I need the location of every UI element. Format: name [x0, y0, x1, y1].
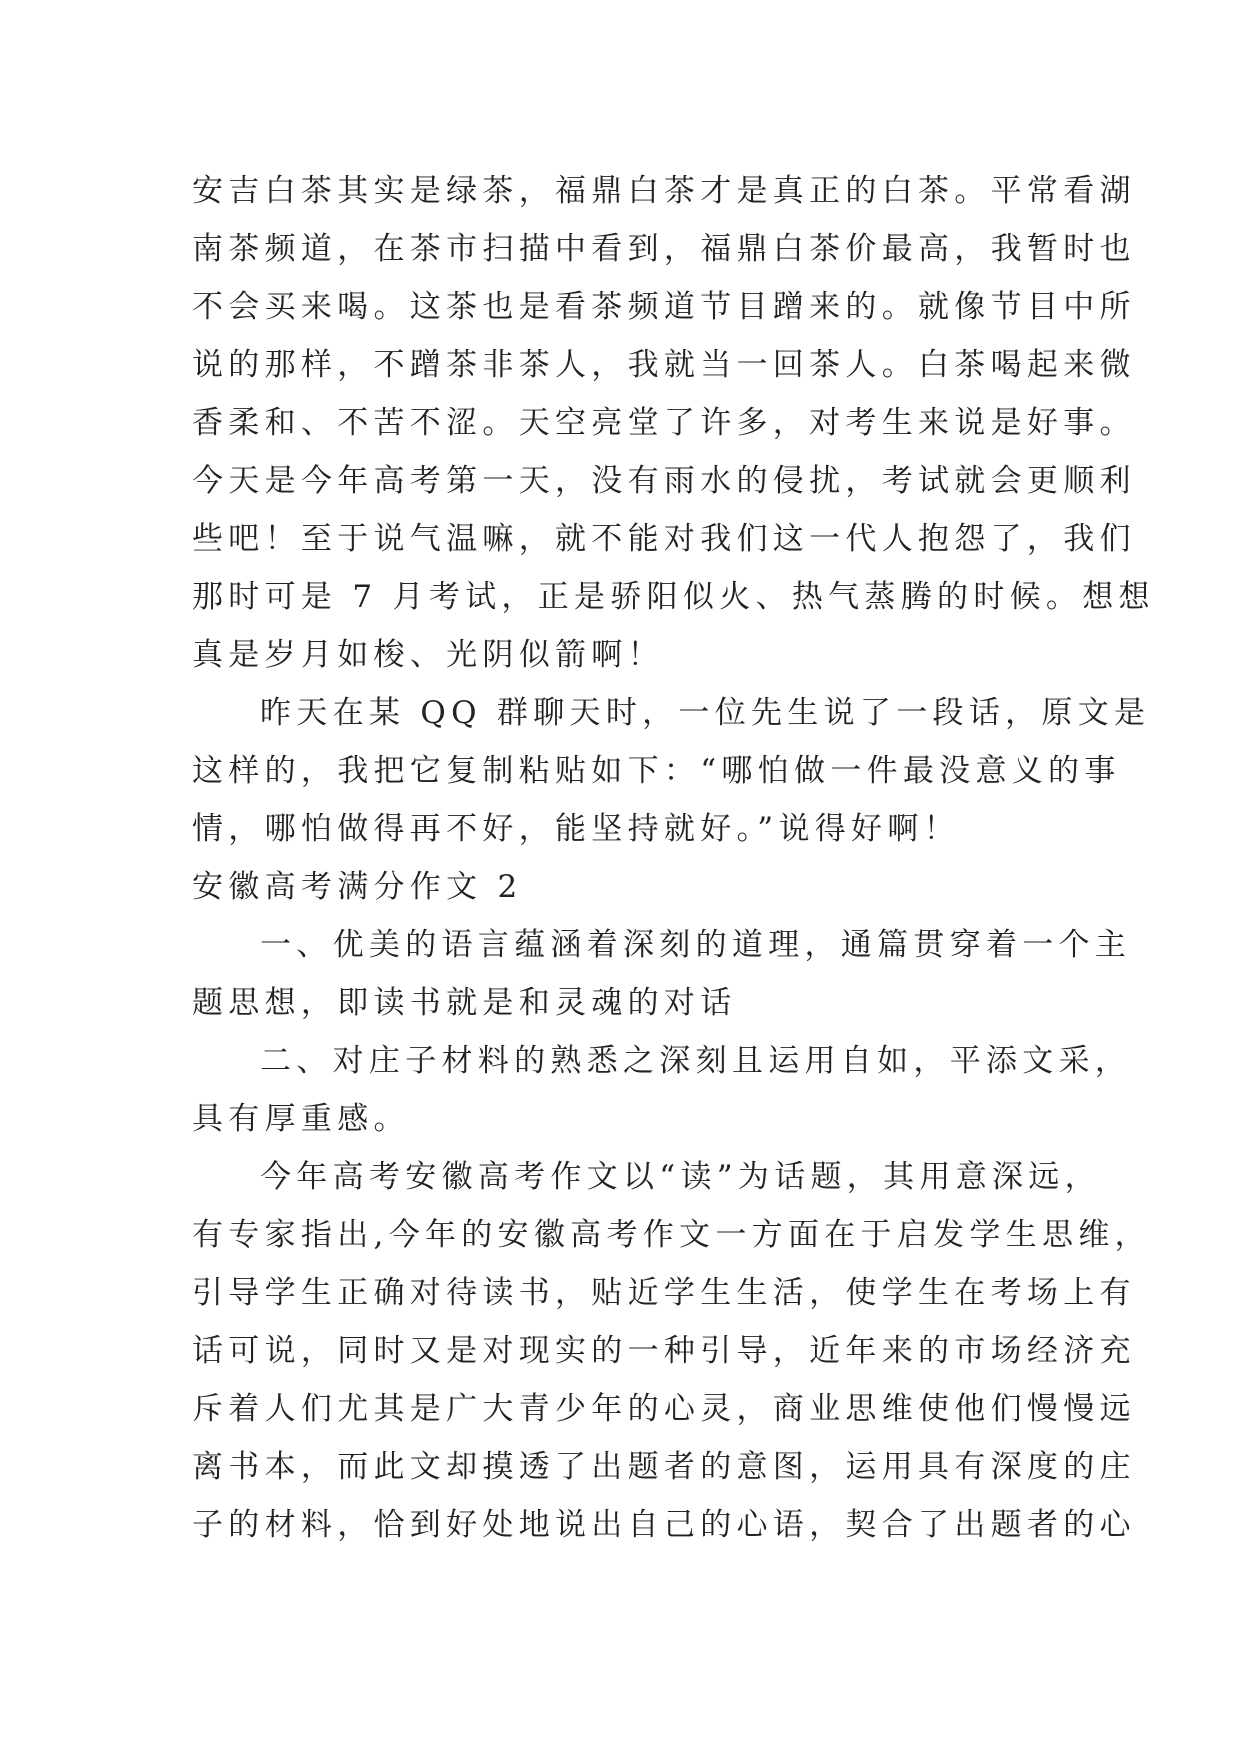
text-line: 斥着人们尤其是广大青少年的心灵，商业思维使他们慢慢远 — [192, 1391, 1136, 1427]
paragraph-start-line: 昨天在某 QQ 群聊天时，一位先生说了一段话，原文是 — [260, 695, 1151, 731]
text-line: 题思想，即读书就是和灵魂的对话 — [192, 985, 737, 1021]
text-line: 南茶频道，在茶市扫描中看到，福鼎白茶价最高，我暂时也 — [192, 231, 1136, 267]
text-line: 子的材料，恰到好处地说出自己的心语，契合了出题者的心 — [192, 1507, 1136, 1543]
text-line: 话可说，同时又是对现实的一种引导，近年来的市场经济充 — [192, 1333, 1136, 1369]
text-line: 情，哪怕做得再不好，能坚持就好。”说得好啊！ — [192, 811, 960, 847]
text-line: 香柔和、不苦不涩。天空亮堂了许多，对考生来说是好事。 — [192, 405, 1136, 441]
text-line: 那时可是 7 月考试，正是骄阳似火、热气蒸腾的时候。想想 — [192, 579, 1155, 615]
text-line: 今天是今年高考第一天，没有雨水的侵扰，考试就会更顺利 — [192, 463, 1136, 499]
text-line: 安吉白茶其实是绿茶，福鼎白茶才是真正的白茶。平常看湖 — [192, 173, 1136, 209]
text-line: 具有厚重感。 — [192, 1101, 410, 1137]
text-line: 这样的，我把它复制粘贴如下：“哪怕做一件最没意义的事 — [192, 753, 1121, 789]
paragraph-start-line: 二、对庄子材料的熟悉之深刻且运用自如，平添文采， — [260, 1043, 1132, 1079]
text-line: 些吧！至于说气温嘛，就不能对我们这一代人抱怨了，我们 — [192, 521, 1136, 557]
paragraph-start-line: 一、优美的语言蕴涵着深刻的道理，通篇贯穿着一个主 — [260, 927, 1132, 963]
section-heading: 安徽高考满分作文 2 — [192, 869, 523, 905]
text-line: 说的那样，不蹭茶非茶人，我就当一回茶人。白茶喝起来微 — [192, 347, 1136, 383]
text-line: 离书本，而此文却摸透了出题者的意图，运用具有深度的庄 — [192, 1449, 1136, 1485]
text-line: 有专家指出,今年的安徽高考作文一方面在于启发学生思维， — [192, 1217, 1151, 1253]
text-line: 真是岁月如梭、光阴似箭啊！ — [192, 637, 664, 673]
document-body — [192, 162, 1155, 1554]
text-line: 不会买来喝。这茶也是看茶频道节目蹭来的。就像节目中所 — [192, 289, 1136, 325]
text-line: 引导学生正确对待读书，贴近学生生活，使学生在考场上有 — [192, 1275, 1136, 1311]
paragraph-start-line: 今年高考安徽高考作文以“读”为话题，其用意深远， — [260, 1159, 1101, 1195]
